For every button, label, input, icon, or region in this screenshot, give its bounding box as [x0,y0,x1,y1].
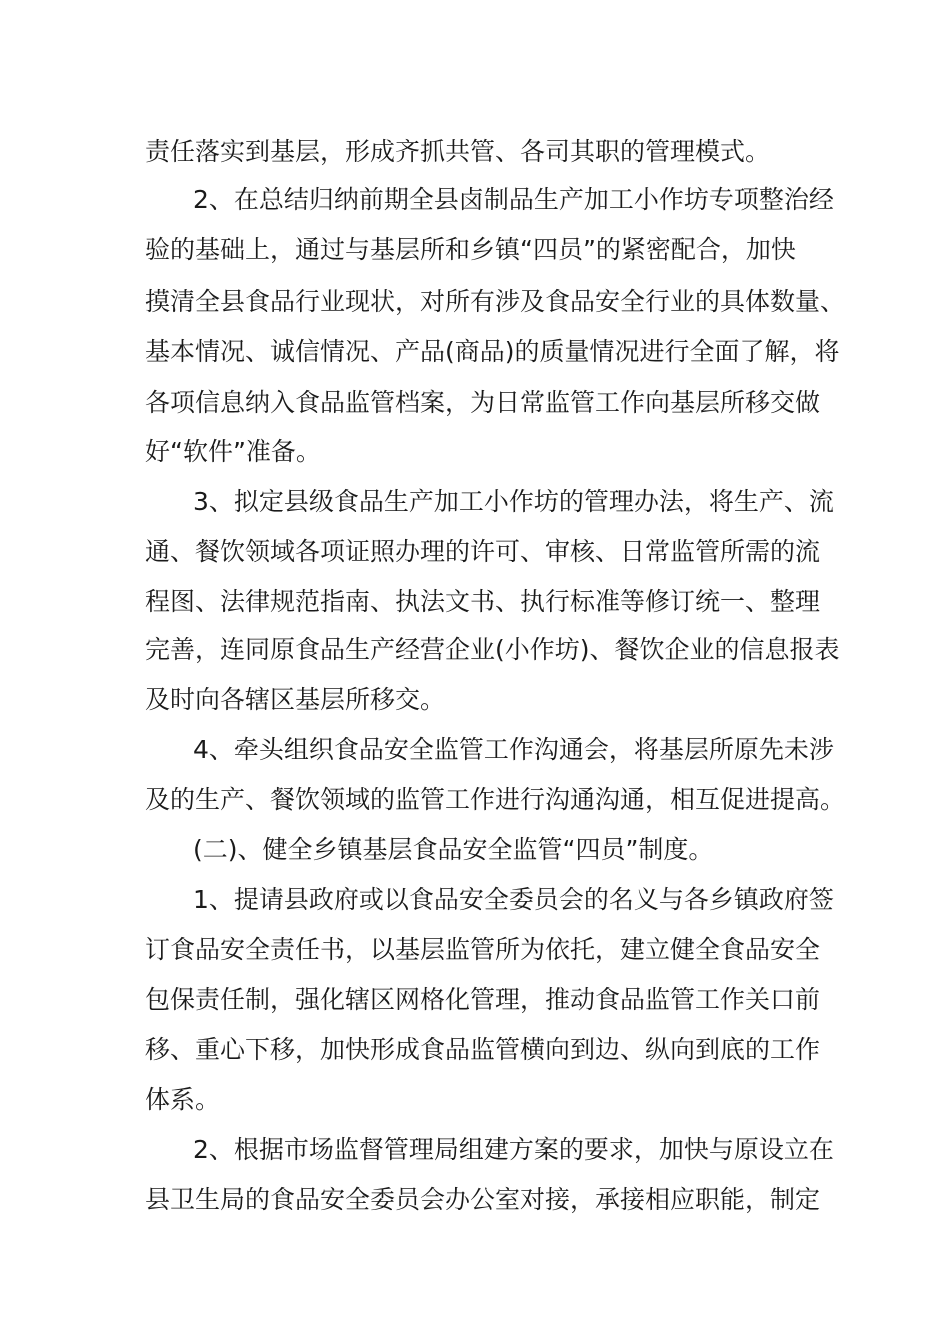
text-line: 程图、法律规范指南、执法文书、执行标准等修订统一、整理 [145,587,821,616]
text-line: 及时向各辖区基层所移交。 [145,685,446,714]
text-line: 3、拟定县级食品生产加工小作坊的管理办法，将生产、流 [193,487,834,516]
text-line: 1、提请县政府或以食品安全委员会的名义与各乡镇政府签 [193,885,834,914]
text-line: 及的生产、餐饮领域的监管工作进行沟通沟通，相互促进提高。 [145,785,846,814]
text-line: 4、牵头组织食品安全监管工作沟通会，将基层所原先未涉 [193,735,834,764]
text-line: 好“软件”准备。 [145,437,321,466]
text-line: (二)、健全乡镇基层食品安全监管“四员”制度。 [193,835,714,864]
text-line: 2、在总结归纳前期全县卤制品生产加工小作坊专项整治经 [193,185,834,214]
text-line: 验的基础上，通过与基层所和乡镇“四员”的紧密配合，加快 [145,235,796,264]
text-line: 通、餐饮领域各项证照办理的许可、审核、日常监管所需的流 [145,537,821,566]
text-line: 移、重心下移，加快形成食品监管横向到边、纵向到底的工作 [145,1035,821,1064]
text-line: 完善，连同原食品生产经营企业(小作坊)、餐饮企业的信息报表 [145,635,840,664]
text-line: 包保责任制，强化辖区网格化管理，推动食品监管工作关口前 [145,985,821,1014]
text-line: 2、根据市场监督管理局组建方案的要求，加快与原设立在 [193,1135,834,1164]
text-line: 县卫生局的食品安全委员会办公室对接，承接相应职能，制定 [145,1185,821,1214]
text-line: 摸清全县食品行业现状，对所有涉及食品安全行业的具体数量、 [145,287,846,316]
text-line: 订食品安全责任书，以基层监管所为依托，建立健全食品安全 [145,935,821,964]
text-line: 基本情况、诚信情况、产品(商品)的质量情况进行全面了解，将 [145,337,840,366]
text-line: 体系。 [145,1085,221,1114]
text-line: 责任落实到基层，形成齐抓共管、各司其职的管理模式。 [145,137,771,166]
text-line: 各项信息纳入食品监管档案，为日常监管工作向基层所移交做 [145,388,821,417]
